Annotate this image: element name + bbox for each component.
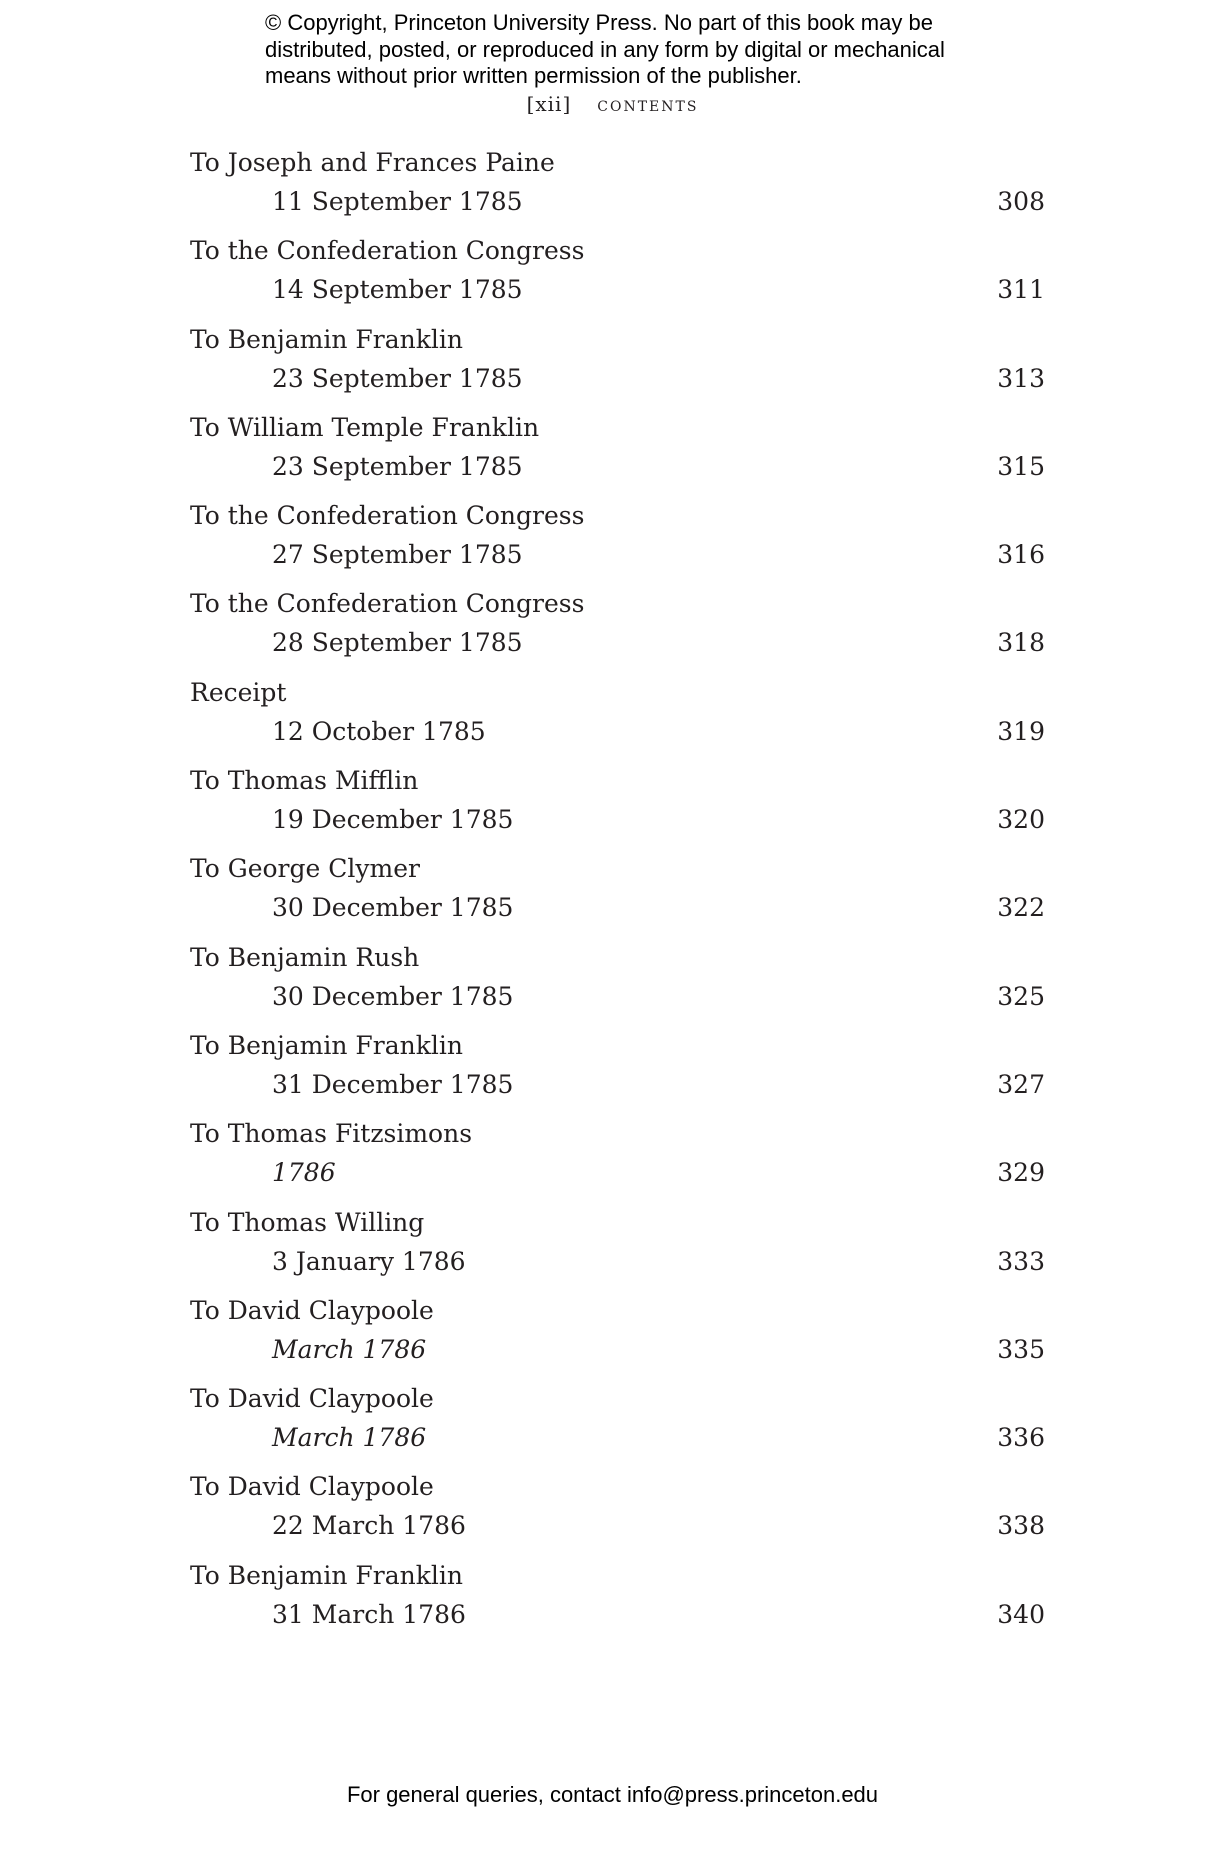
toc-entry-date: 28 September 1785 — [272, 628, 523, 658]
toc-entry-date: 11 September 1785 — [272, 187, 523, 216]
toc-entry-page-number: 320 — [997, 805, 1045, 835]
toc-entry-recipient: To David Claypoole — [190, 1295, 434, 1325]
toc-entry-recipient: To William Temple Franklin — [190, 412, 540, 442]
page-folio: [xii] — [526, 92, 572, 116]
toc-entry-date: 30 December 1785 — [272, 981, 514, 1011]
copyright-notice: © Copyright, Princeton University Press. No part of this book may be distributed, posted, or reproduced in any form by digital or mechanical means without prior written permission of the publisher. — [265, 10, 945, 88]
toc-entry-date: 14 September 1785 — [272, 275, 523, 305]
toc-entry-recipient: To David Claypoole — [190, 1472, 434, 1502]
toc-entry-page-number: 311 — [997, 275, 1045, 305]
toc-entry-recipient: To George Clymer — [190, 854, 420, 884]
toc-entry-date: 1786 — [272, 1158, 336, 1188]
toc-entry-page-number: 318 — [997, 628, 1045, 658]
toc-entry-recipient: To the Confederation Congress — [190, 589, 585, 619]
toc-entry-date: March 1786 — [272, 1423, 427, 1453]
toc-entry-page-number: 335 — [997, 1334, 1045, 1364]
toc-entry-recipient: To the Confederation Congress — [190, 501, 585, 531]
toc-entry-page-number: 313 — [997, 363, 1045, 393]
toc-entry-recipient: To Thomas Willing — [190, 1207, 425, 1237]
toc-entry — [190, 943, 1045, 1031]
toc-entry — [190, 854, 1045, 942]
toc-entry — [190, 1561, 1045, 1649]
toc-entry — [190, 589, 1045, 677]
toc-entry-date: March 1786 — [272, 1334, 427, 1364]
toc-entry-recipient: Receipt — [190, 677, 287, 707]
toc-entry-page-number: 333 — [997, 1246, 1045, 1276]
toc-entry-page-number: 325 — [997, 981, 1045, 1011]
toc-entry-page-number: 338 — [997, 1511, 1045, 1541]
toc-entry-date: 23 September 1785 — [272, 451, 523, 481]
toc-entry — [190, 1031, 1045, 1119]
toc-entry-date: 22 March 1786 — [272, 1511, 466, 1541]
toc-entry-date: 3 January 1786 — [272, 1246, 466, 1276]
toc-entry — [190, 148, 1045, 236]
toc-entry — [190, 678, 1045, 766]
toc-entry-date: 27 September 1785 — [272, 540, 523, 570]
toc-entry-page-number: 322 — [997, 893, 1045, 923]
toc-entry-recipient: To Benjamin Franklin — [190, 1560, 463, 1590]
running-head-title: contents — [597, 92, 699, 116]
toc-entry — [190, 1472, 1045, 1560]
toc-entry-page-number: 316 — [997, 540, 1045, 570]
toc-entry-date: 12 October 1785 — [272, 716, 486, 746]
toc-entry-recipient: To David Claypoole — [190, 1384, 434, 1414]
toc-entry-date: 31 December 1785 — [272, 1069, 514, 1099]
toc-entry-recipient: To Thomas Fitzsimons — [190, 1119, 473, 1149]
toc-entry — [190, 1208, 1045, 1296]
toc-entry-page-number: 315 — [997, 451, 1045, 481]
toc-entry-recipient: To Benjamin Rush — [190, 942, 420, 972]
toc-entry — [190, 1384, 1045, 1472]
toc-entry-page-number: 327 — [997, 1069, 1045, 1099]
toc-entry-date: 19 December 1785 — [272, 805, 514, 835]
toc-entry-page-number: 340 — [997, 1599, 1045, 1629]
toc-entry-recipient: To Thomas Mifflin — [190, 766, 419, 796]
toc-entry — [190, 325, 1045, 413]
toc-entry — [190, 1296, 1045, 1384]
running-head — [0, 92, 1225, 116]
toc-entry-page-number: 329 — [997, 1158, 1045, 1188]
toc-entry-page-number: 308 — [997, 187, 1045, 216]
toc-entry-date: 23 September 1785 — [272, 363, 523, 393]
toc-entry — [190, 1119, 1045, 1207]
toc-entry-page-number: 319 — [997, 716, 1045, 746]
toc-entry-page-number: 336 — [997, 1423, 1045, 1453]
toc-entry-date: 31 March 1786 — [272, 1599, 466, 1629]
toc-entry — [190, 413, 1045, 501]
table-of-contents — [190, 148, 1045, 1649]
toc-entry-recipient: To Benjamin Franklin — [190, 324, 463, 354]
toc-entry-recipient: To Benjamin Franklin — [190, 1030, 463, 1060]
toc-entry-recipient: To Joseph and Frances Paine — [190, 148, 555, 177]
footer-contact: For general queries, contact info@press.princeton.edu — [346, 1782, 879, 1807]
toc-entry-date: 30 December 1785 — [272, 893, 514, 923]
toc-entry — [190, 501, 1045, 589]
toc-entry — [190, 766, 1045, 854]
toc-entry — [190, 236, 1045, 324]
toc-entry-recipient: To the Confederation Congress — [190, 236, 585, 266]
